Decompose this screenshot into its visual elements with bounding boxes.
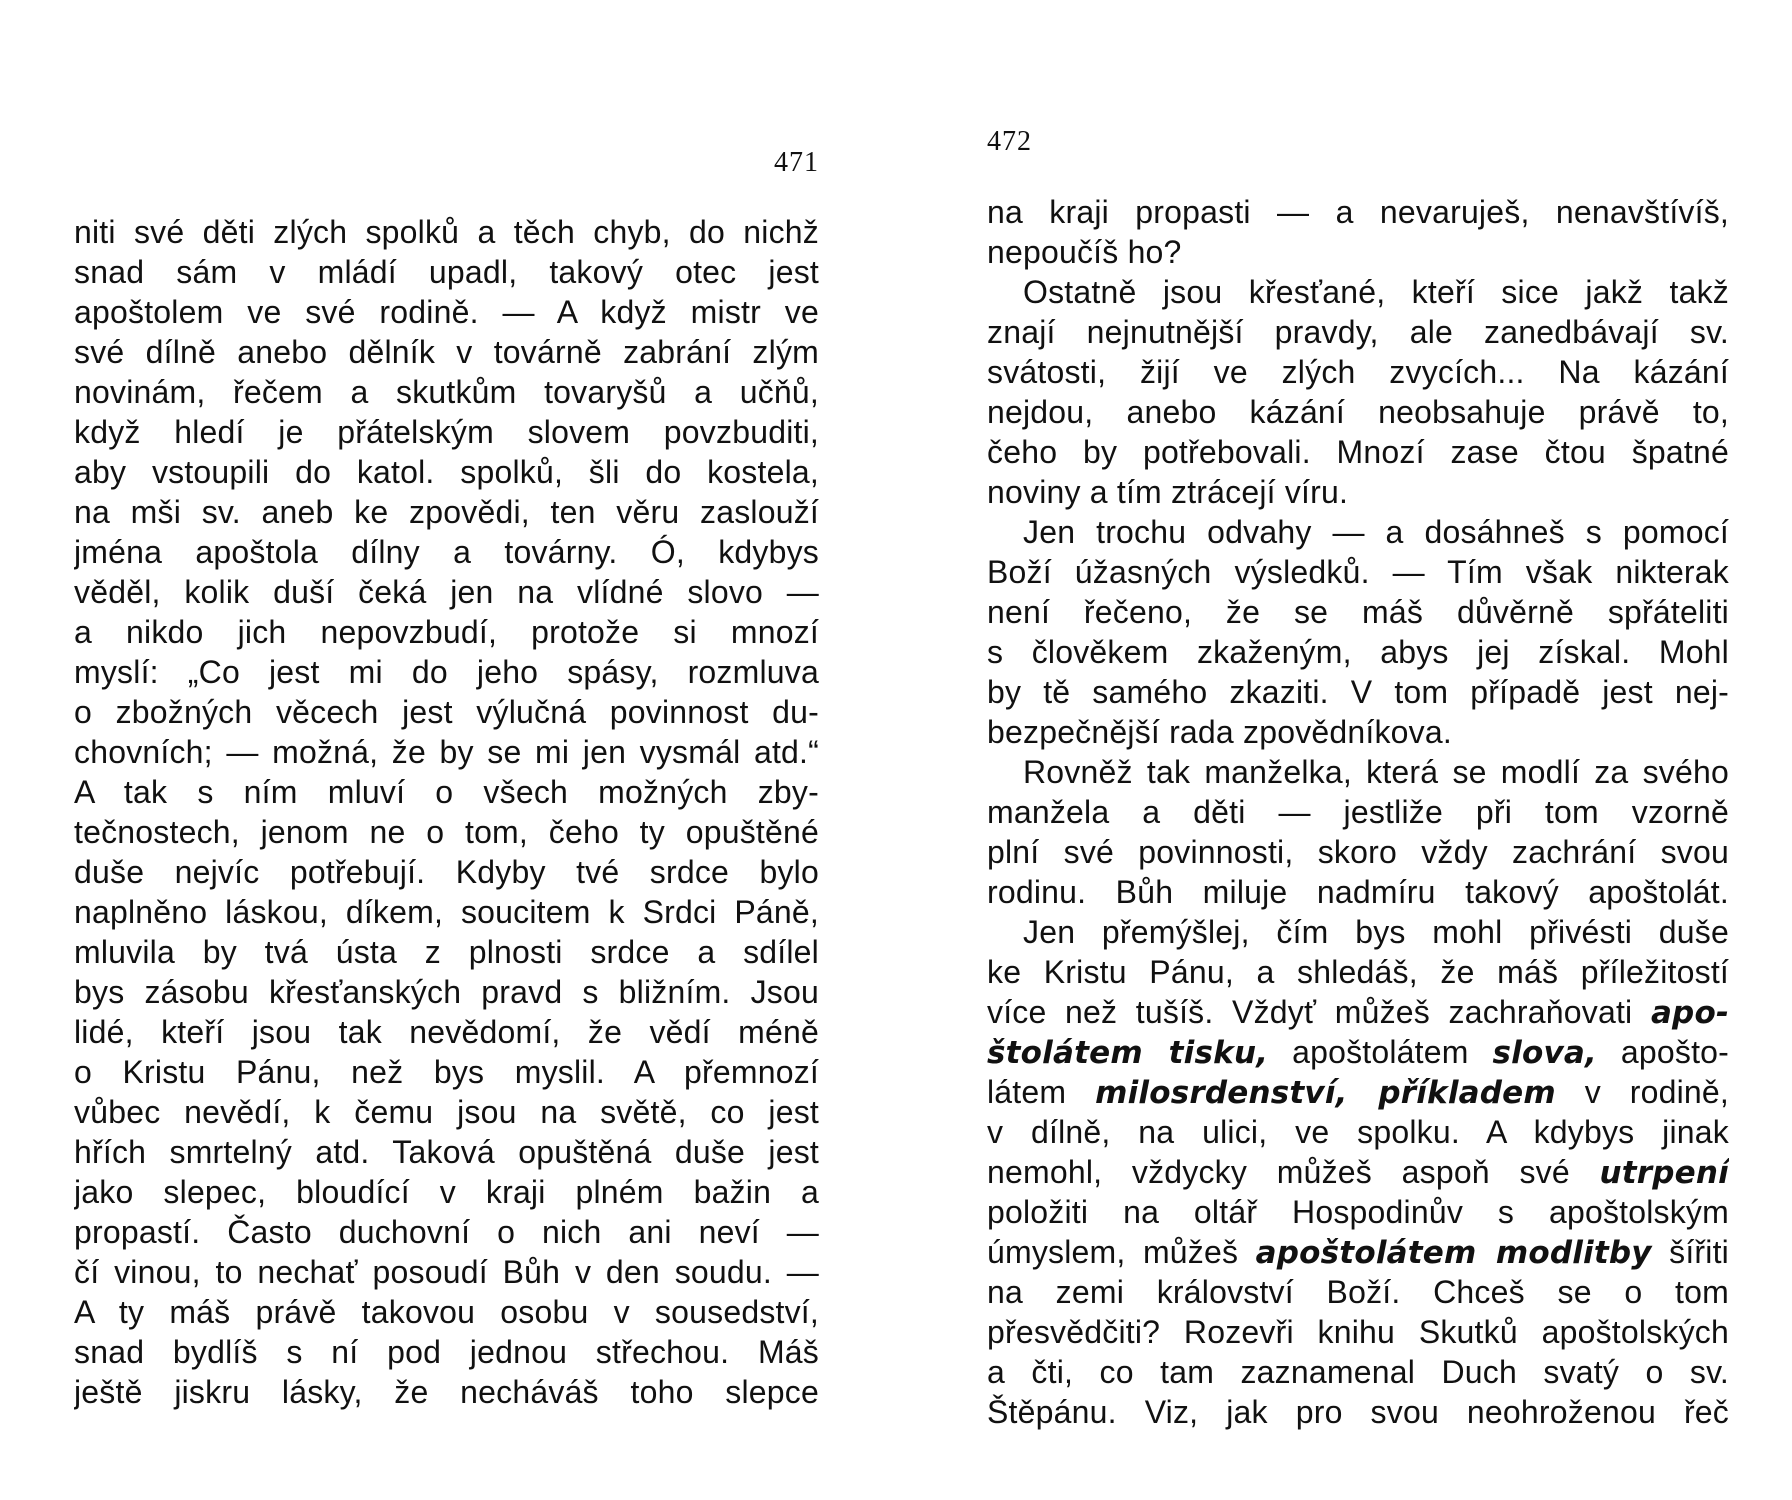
text-line: aby vstoupili do katol. spolků, šli do kostela, [74,454,819,490]
text-line: noviny a tím ztrácejí víru. [987,474,1349,510]
text-line: vůbec nevědí, k čemu jsou na světě, co jest [74,1094,819,1130]
text-line: snad sám v mládí upadl, takový otec jest [74,254,819,290]
emphasis-text: utrpení [1599,1155,1729,1191]
text-line: čí vinou, to nechať posoudí Bůh v den soudu. — [74,1254,819,1290]
page-number-right: 472 [987,126,1032,157]
text-line: apoštolem ve své rodině. — A když mistr ve [74,294,819,330]
text-line: svátosti, žijí ve zlých zvycích... Na kázání [987,354,1729,390]
left-page [74,0,819,1500]
text-run: v rodině, [1584,1074,1729,1110]
text-line: niti své děti zlých spolků a těch chyb, do nichž [74,214,819,250]
text-line: když hledí je přátelským slovem povzbuditi, [74,414,819,450]
text-line: manžela a děti — jestliže při tom vzorně [987,794,1729,830]
text-line: Jen trochu odvahy — a dosáhneš s pomocí [1023,514,1729,550]
left-page-text [74,212,819,1412]
text-line [987,992,1729,1032]
text-line: znají nejnutnější pravdy, ale zanedbávají sv. [987,314,1729,350]
text-line: Štěpánu. Viz, jak pro svou neohroženou řeč [987,1394,1729,1430]
text-line: hřích smrtelný atd. Taková opuštěná duše jest [74,1134,819,1170]
text-line [987,1032,1729,1072]
text-run: látem [987,1074,1067,1110]
text-line: není řečeno, že se máš důvěrně spřáteliti [987,594,1729,630]
text-line: Jen přemýšlej, čím bys mohl přivésti duše [1023,914,1729,950]
text-line [987,1072,1729,1112]
text-line: Rovněž tak manželka, která se modlí za svého [1023,754,1729,790]
text-line: duše nejvíc potřebují. Kdyby tvé srdce bylo [74,854,819,890]
text-line: ke Kristu Pánu, a shledáš, že máš příležitostí [987,954,1729,990]
text-line: propastí. Často duchovní o nich ani neví — [74,1214,819,1250]
text-line: a čti, co tam zaznamenal Duch svatý o sv. [987,1354,1729,1390]
text-line: chovních; — možná, že by se mi jen vysmál atd.“ [74,734,819,770]
text-line: a nikdo jich nepovzbudí, protože si mnozí [74,614,819,650]
text-line [987,1152,1729,1192]
emphasis-text: štolátem tisku, [987,1035,1269,1071]
text-line: A ty máš právě takovou osobu v sousedství, [74,1294,819,1330]
text-line: by tě samého zkaziti. V tom případě jest nej- [987,674,1729,710]
text-line: nejdou, anebo kázání neobsahuje právě to, [987,394,1729,430]
text-line: nepoučíš ho? [987,234,1182,270]
text-line: o Kristu Pánu, než bys myslil. A přemnozí [74,1054,819,1090]
emphasis-text: apo- [1650,995,1729,1031]
text-run: nemohl, vždycky můžeš aspoň své [987,1154,1570,1190]
text-line: na mši sv. aneb ke zpovědi, ten věru zaslouží [74,494,819,530]
text-line: čeho by potřebovali. Mnozí zase čtou špatné [987,434,1729,470]
text-line: položiti na oltář Hospodinův s apoštolským [987,1194,1729,1230]
text-run: apoštolátem [1292,1034,1469,1070]
text-line: jako slepec, bloudící v kraji plném bažin a [74,1174,819,1210]
text-line: Boží úžasných výsledků. — Tím však nikterak [987,554,1729,590]
text-line: tečnostech, jenom ne o tom, čeho ty opuštěné [74,814,819,850]
text-line: novinám, řečem a skutkům tovaryšů a učňů, [74,374,819,410]
text-line: jména apoštola dílny a továrny. Ó, kdybys [74,534,819,570]
text-line: v dílně, na ulici, ve spolku. A kdybys jinak [987,1114,1729,1150]
text-line: na zemi království Boží. Chceš se o tom [987,1274,1729,1310]
text-line: na kraji propasti — a nevaruješ, nenavštívíš, [987,194,1729,230]
text-line: o zbožných věcech jest výlučná povinnost du- [74,694,819,730]
text-line: rodinu. Bůh miluje nadmíru takový apoštolát. [987,874,1729,910]
text-line: bys zásobu křesťanských pravd s bližním. Jsou [74,974,819,1010]
right-page-text [987,192,1729,1432]
text-line: snad bydlíš s ní pod jednou střechou. Máš [74,1334,819,1370]
text-run: apošto- [1620,1034,1729,1070]
text-line: přesvědčiti? Rozevři knihu Skutků apoštolských [987,1314,1729,1350]
text-run: úmyslem, můžeš [987,1234,1239,1270]
text-line: s člověkem zkaženým, abys jej získal. Mohl [987,634,1729,670]
page-number-left: 471 [774,147,819,178]
text-line [987,1232,1729,1272]
text-run: šířiti [1669,1234,1729,1270]
emphasis-text: milosrdenství, příkladem [1095,1075,1556,1111]
text-line: Ostatně jsou křesťané, kteří sice jakž takž [1023,274,1729,310]
text-line: naplněno láskou, díkem, soucitem k Srdci Páně, [74,894,819,930]
text-line: mluvila by tvá ústa z plnosti srdce a sdílel [74,934,819,970]
text-line: věděl, kolik duší čeká jen na vlídné slovo — [74,574,819,610]
right-page [987,0,1729,1500]
text-line: myslí: „Co jest mi do jeho spásy, rozmluva [74,654,819,690]
text-line: bezpečnější rada zpovědníkova. [987,714,1452,750]
text-line: lidé, kteří jsou tak nevědomí, že vědí méně [74,1014,819,1050]
text-run: více než tušíš. Vždyť můžeš zachraňovati [987,994,1633,1030]
text-line: A tak s ním mluví o všech možných zby- [74,774,819,810]
text-line: plní své povinnosti, skoro vždy zachrání svou [987,834,1729,870]
emphasis-text: slova, [1492,1035,1597,1071]
text-line: své dílně anebo dělník v továrně zabrání zlým [74,334,819,370]
emphasis-text: apoštolátem modlitby [1255,1235,1652,1271]
text-line: ještě jiskru lásky, že necháváš toho slepce [74,1374,819,1410]
